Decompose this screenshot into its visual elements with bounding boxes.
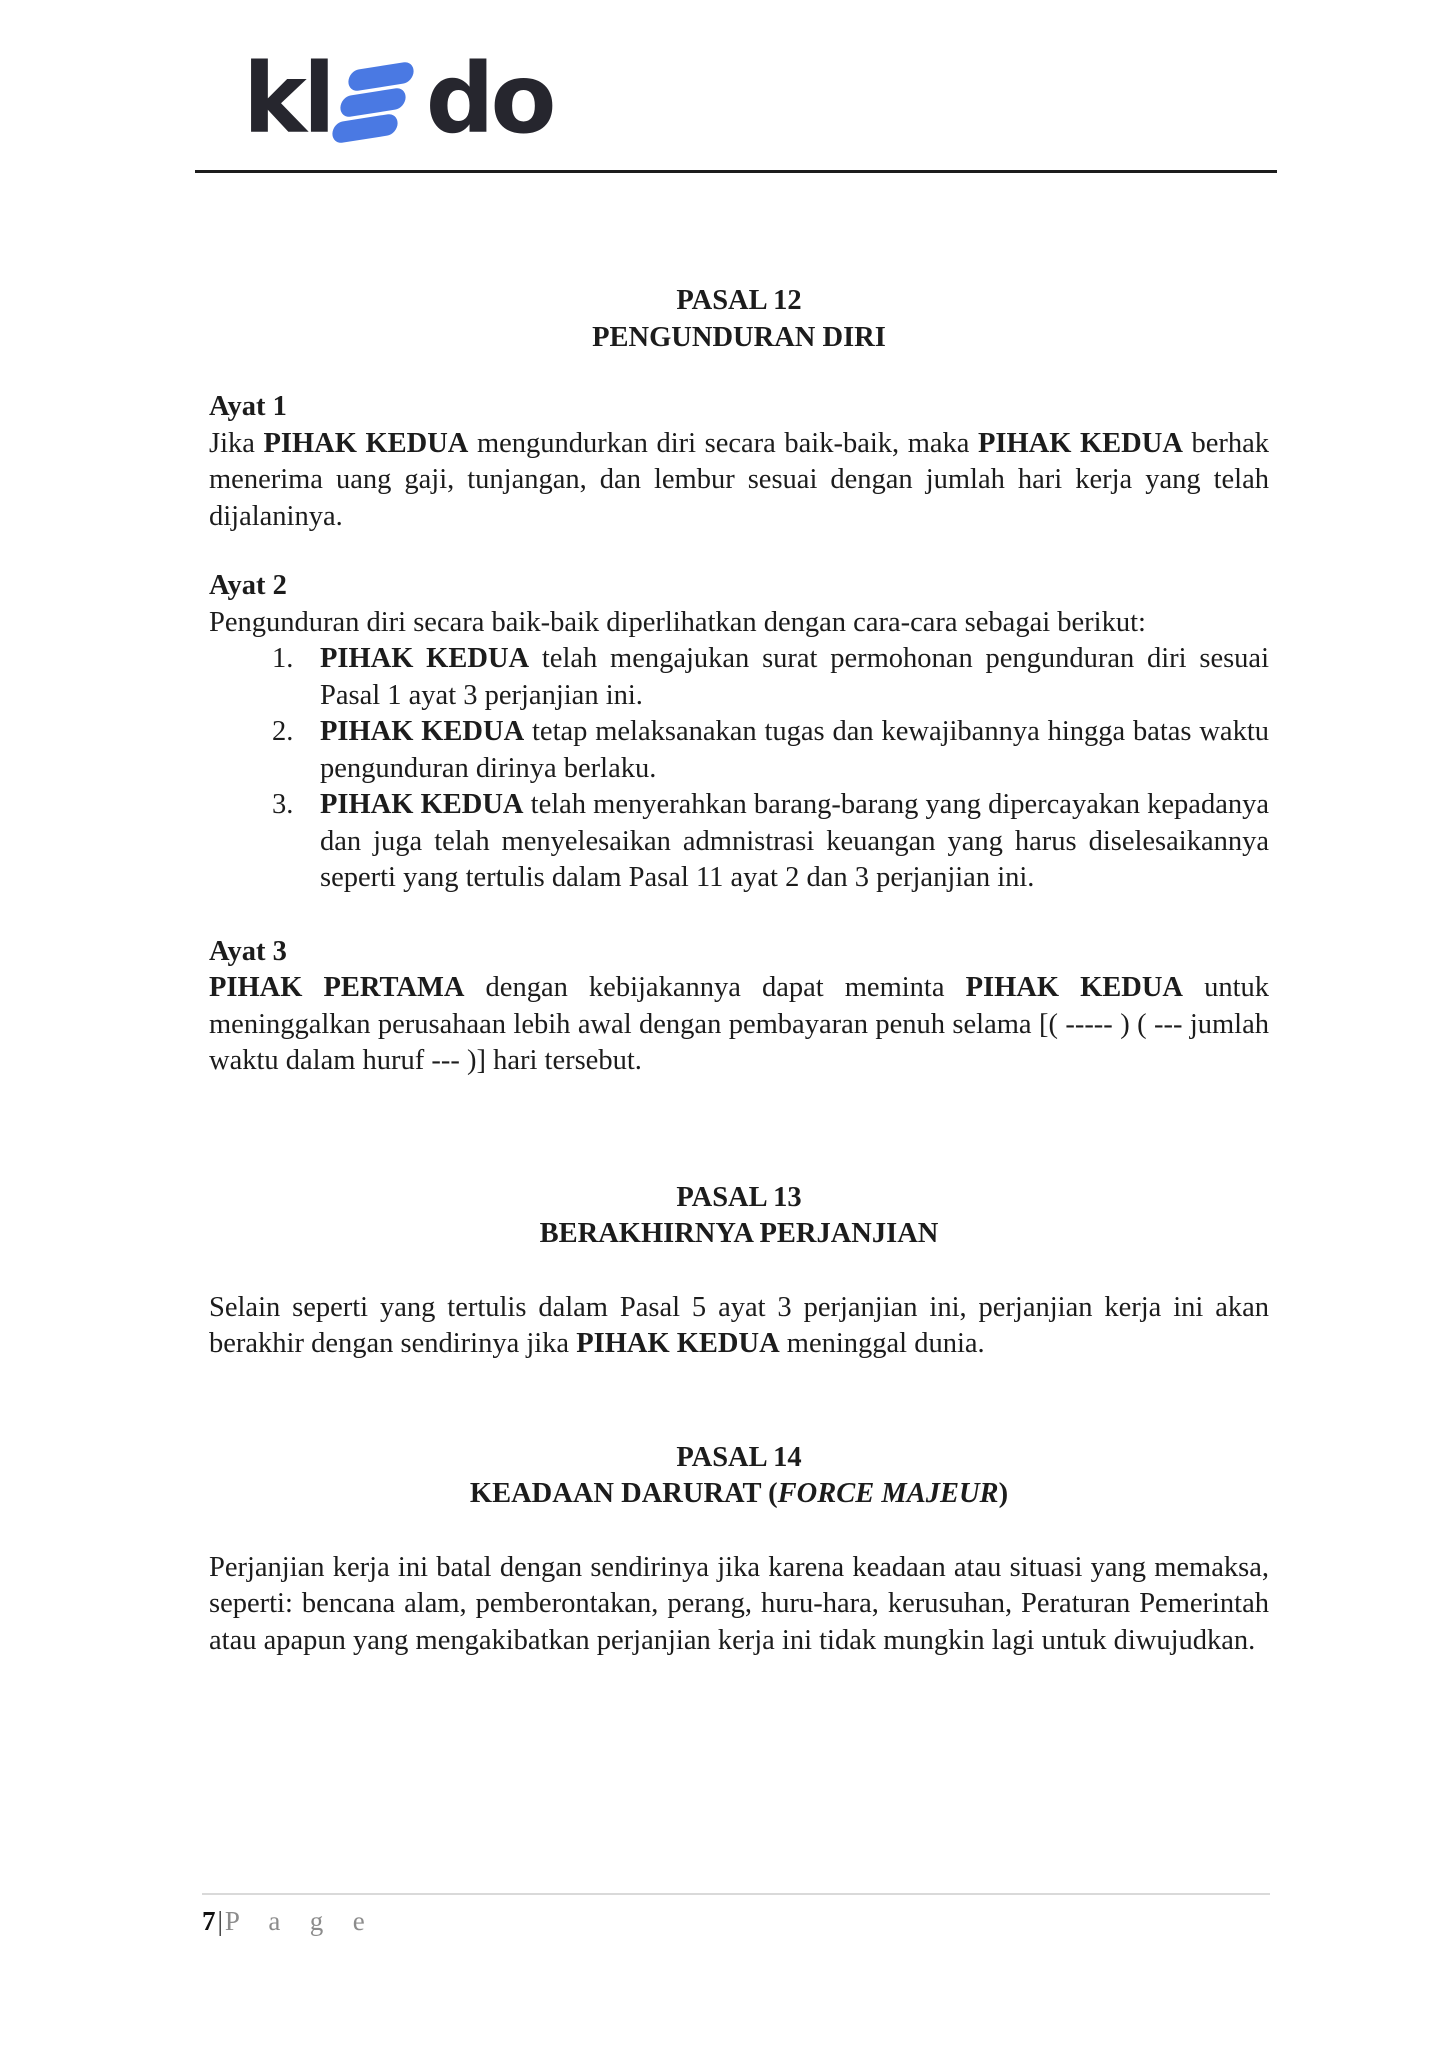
article-14-paragraph: Perjanjian kerja ini batal dengan sendirinya jika karena keadaan atau situasi yang memaksa, seperti: bencana alam, pemberontakan, perang, huru-hara, kerusuhan, Peraturan Pemerintah atau apapun yang mengakibatkan perjanjian kerja ini tidak mungkin lagi untuk diwujudkan. [209,1551,1269,1656]
article-13-number: PASAL 13 [676,1181,802,1213]
logo-bar-middle [340,86,406,118]
ayat-2-list [272,641,1269,897]
list-item-text: PIHAK KEDUA telah mengajukan surat permohonan pengunduran diri sesuai Pasal 1 ayat 3 perjanjian ini. [320,643,1270,711]
article-14-title: KEADAAN DARURAT (FORCE MAJEUR) [469,1478,1009,1509]
kledo-logo [243,43,1448,155]
ayat-3 [209,934,1269,1080]
list-item-text: PIHAK KEDUA telah menyerahkan barang-barang yang dipercayakan kepadanya dan juga telah menyelesaikan admnistrasi keuangan yang harus diselesaikannya seperti yang tertulis dalam Pasal 11 ayat 2 dan 3 perjanjian ini. [320,789,1270,893]
page-number-value: 7 [202,1906,216,1936]
ayat-1-paragraph: Jika PIHAK KEDUA mengundurkan diri secara baik-baik, maka PIHAK KEDUA berhak menerima uang gaji, tunjangan, dan lembur sesuai dengan jumlah hari kerja yang telah dijalaninya. [209,427,1270,532]
kledo-e-icon [336,52,422,152]
article-14-heading [209,1440,1269,1513]
article-13-title: BERAKHIRNYA PERJANJIAN [539,1218,939,1249]
page-number-separator: | [217,1906,223,1936]
logo-text-kl: kl [243,43,332,155]
ayat-3-heading: Ayat 3 [209,935,287,967]
logo-text-do: do [425,43,553,155]
list-item [272,714,1269,787]
list-item-number: 1. [272,643,294,674]
article-13-paragraph: Selain seperti yang tertulis dalam Pasal 5 ayat 3 perjanjian ini, perjanjian kerja ini akan berakhir dengan sendirinya jika PIHAK KEDUA meninggal dunia. [209,1291,1269,1359]
ayat-2-intro: Pengunduran diri secara baik-baik diperlihatkan dengan cara-cara sebagai berikut: [209,606,1146,638]
article-12-title: PENGUNDURAN DIRI [592,321,886,353]
page-header [0,0,1448,155]
article-12-number: PASAL 12 [676,285,802,316]
article-13-heading [209,1180,1269,1253]
article-12 [209,283,1269,1080]
document-body [209,173,1269,1659]
article-14 [209,1440,1269,1660]
list-item-number: 2. [272,716,294,747]
list-item [272,787,1269,897]
ayat-2 [209,568,1269,897]
ayat-1-heading: Ayat 1 [209,391,287,422]
page-number [202,1903,1270,1940]
article-14-number: PASAL 14 [676,1441,802,1473]
article-13 [209,1180,1269,1363]
list-item-text: PIHAK KEDUA tetap melaksanakan tugas dan kewajibannya hingga batas waktu pengunduran dirinya berlaku. [320,716,1270,784]
list-item [272,641,1269,714]
page-number-label: P a g e [224,1906,377,1936]
logo-bar-bottom [332,112,398,144]
ayat-2-heading: Ayat 2 [209,570,287,601]
ayat-1 [209,389,1269,535]
ayat-3-paragraph: PIHAK PERTAMA dengan kebijakannya dapat meminta PIHAK KEDUA untuk meninggalkan perusahaan lebih awal dengan pembayaran penuh selama [( ----- ) ( --- jumlah waktu dalam huruf --- )] hari tersebut. [209,972,1270,1076]
page-footer [202,1893,1270,1940]
list-item-number: 3. [272,789,294,820]
logo-bar-top [348,60,414,92]
article-12-heading [209,283,1269,356]
